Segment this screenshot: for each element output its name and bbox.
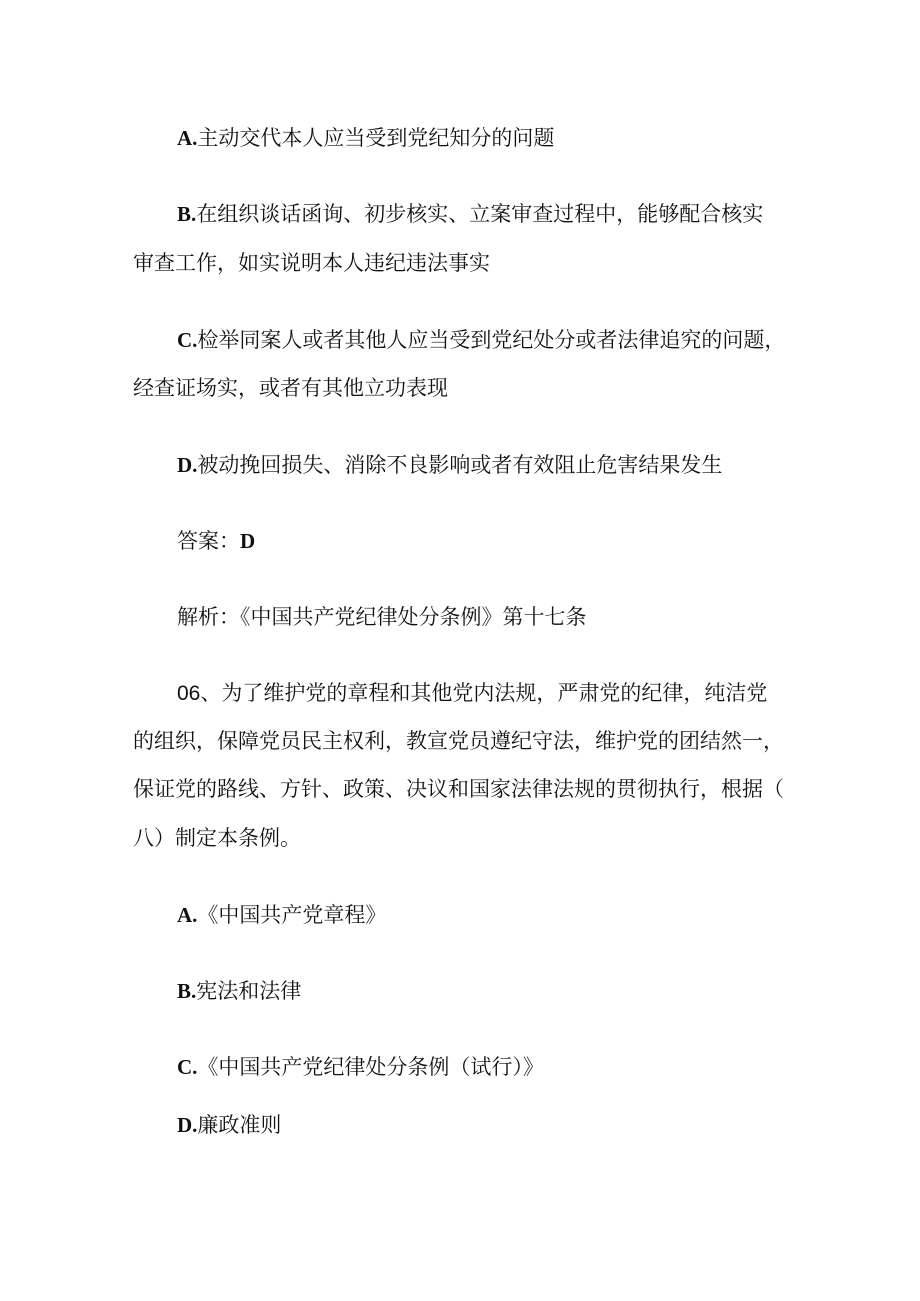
option-label: A. [177, 126, 198, 150]
option-label: A. [177, 903, 198, 927]
answer-prefix: 答案： [177, 529, 240, 553]
option-text: 《中国共产党纪律处分条例（试行）》 [197, 1055, 544, 1079]
option-text: 被动挽回损失、消除不良影响或者有效阻止危害结果发生 [197, 453, 723, 477]
option-label: B. [177, 979, 197, 1003]
option-label: C. [177, 328, 198, 352]
q05-option-a [177, 128, 554, 149]
q05-option-d [177, 455, 722, 476]
q05-option-b-line2 [133, 253, 490, 274]
q06-stem-line3 [133, 779, 784, 800]
q06-option-c [177, 1057, 544, 1078]
option-text: 在组织谈话函询、初步核实、立案审查过程中，能够配合核实 [196, 202, 764, 226]
q05-option-b-line1 [177, 204, 763, 225]
q06-option-a [177, 905, 386, 926]
question-text: 八）制定本条例。 [133, 826, 301, 850]
question-text: 保证党的路线、方针、政策、决议和国家法律法规的贯彻执行，根据（ [133, 777, 784, 801]
q06-option-d [177, 1115, 281, 1136]
answer-value: D [240, 529, 256, 553]
option-label: D. [177, 1113, 198, 1137]
question-text: 、为了维护党的章程和其他党内法规，严肃党的纪律，纯洁党 [200, 681, 768, 705]
q06-stem-line1 [177, 683, 767, 704]
analysis-text: 解析：《中国共产党纪律处分条例》第十七条 [177, 605, 587, 629]
q05-option-c-line2 [133, 378, 448, 399]
q05-option-c-line1 [177, 330, 785, 351]
q05-analysis [177, 607, 587, 628]
q06-stem-line2 [133, 731, 784, 752]
q06-option-b [177, 981, 301, 1002]
option-text: 宪法和法律 [196, 979, 302, 1003]
option-text: 审查工作，如实说明本人违纪违法事实 [133, 251, 490, 275]
option-label: D. [177, 453, 198, 477]
option-text: 廉政准则 [197, 1113, 282, 1137]
question-text: 的组织，保障党员民主权利，教宣党员遵纪守法，维护党的团结然一， [133, 729, 784, 753]
option-text: 经查证场实，或者有其他立功表现 [133, 376, 448, 400]
option-text: 检举同案人或者其他人应当受到党纪处分或者法律追究的问题， [197, 328, 786, 352]
option-label: C. [177, 1055, 198, 1079]
option-text: 《中国共产党章程》 [197, 903, 387, 927]
question-number: 06 [177, 682, 201, 705]
q05-answer [177, 531, 255, 552]
q06-stem-line4 [133, 828, 301, 849]
option-label: B. [177, 202, 197, 226]
option-text: 主动交代本人应当受到党纪知分的问题 [197, 126, 555, 150]
